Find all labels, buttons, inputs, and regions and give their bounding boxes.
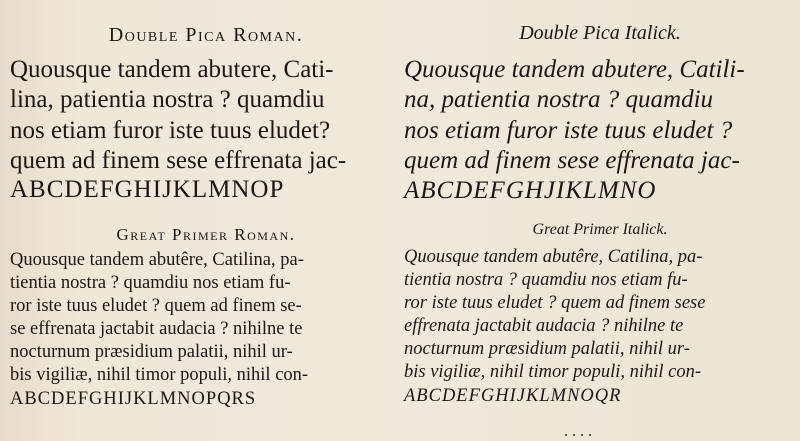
double-pica-italick-section: [404, 0, 796, 215]
specimen-line: effrenata jactabit audacia ? nihilne te: [404, 316, 684, 336]
alphabet-line: ABCDEFGHJIKLMNO: [404, 177, 657, 204]
specimen-line: ror iste tuus eludet ? quem ad finem sese: [404, 293, 706, 313]
specimen-line: tientia nostra ? quamdiu nos etiam fu-: [404, 270, 688, 290]
specimen-line: nocturnum præsidium palatii, nihil ur-: [404, 339, 690, 359]
double-pica-roman-section: [10, 0, 402, 215]
ink-specks: [560, 432, 620, 438]
great-primer-roman-section: [10, 215, 402, 441]
specimen-line: lina, patientia nostra ? quamdiu: [10, 86, 325, 113]
alphabet-line: ABCDEFGHIJKLMNOP: [10, 176, 285, 203]
double-pica-roman-heading: Double Pica Roman.: [108, 24, 304, 46]
specimen-line: Quousque tandem abutere, Catili-: [404, 56, 745, 83]
great-primer-roman-heading: Great Primer Roman.: [116, 225, 296, 244]
specimen-line: Quousque tandem abutere, Cati-: [10, 56, 334, 83]
specimen-line: se effrenata jactabit audacia ? nihilne te: [10, 319, 303, 339]
specimen-line: nos etiam furor iste tuus eludet?: [10, 117, 331, 144]
specimen-line: nos etiam furor iste tuus eludet ?: [404, 117, 733, 144]
specimen-line: bis vigiliæ, nihil timor populi, nihil con-: [10, 365, 309, 385]
specimen-line: quem ad finem sese effrenata jac-: [10, 147, 347, 174]
specimen-line: Quousque tandem abutêre, Catilina, pa-: [10, 250, 304, 270]
specimen-line: Quousque tandem abutêre, Catilina, pa-: [404, 247, 703, 267]
double-pica-italick-heading: Double Pica Italick.: [519, 22, 681, 44]
alphabet-line: ABCDEFGHIJKLMNOPQRS: [10, 389, 257, 409]
specimen-line: nocturnum præsidium palatii, nihil ur-: [10, 342, 293, 362]
specimen-line: bis vigiliæ, nihil timor populi, nihil con-: [404, 362, 702, 382]
specimen-line: tientia nostra ? quamdiu nos etiam fu-: [10, 273, 291, 293]
great-primer-italick-heading: Great Primer Italick.: [532, 221, 668, 238]
specimen-line: na, patientia nostra ? quamdiu: [404, 86, 714, 113]
specimen-line: ror iste tuus eludet ? quem ad finem se-: [10, 296, 302, 316]
great-primer-italick-section: [404, 215, 796, 441]
specimen-line: quem ad finem sese effrenata jac-: [404, 147, 740, 174]
alphabet-line: ABCDEFGHIJKLMNOQR: [404, 386, 622, 406]
